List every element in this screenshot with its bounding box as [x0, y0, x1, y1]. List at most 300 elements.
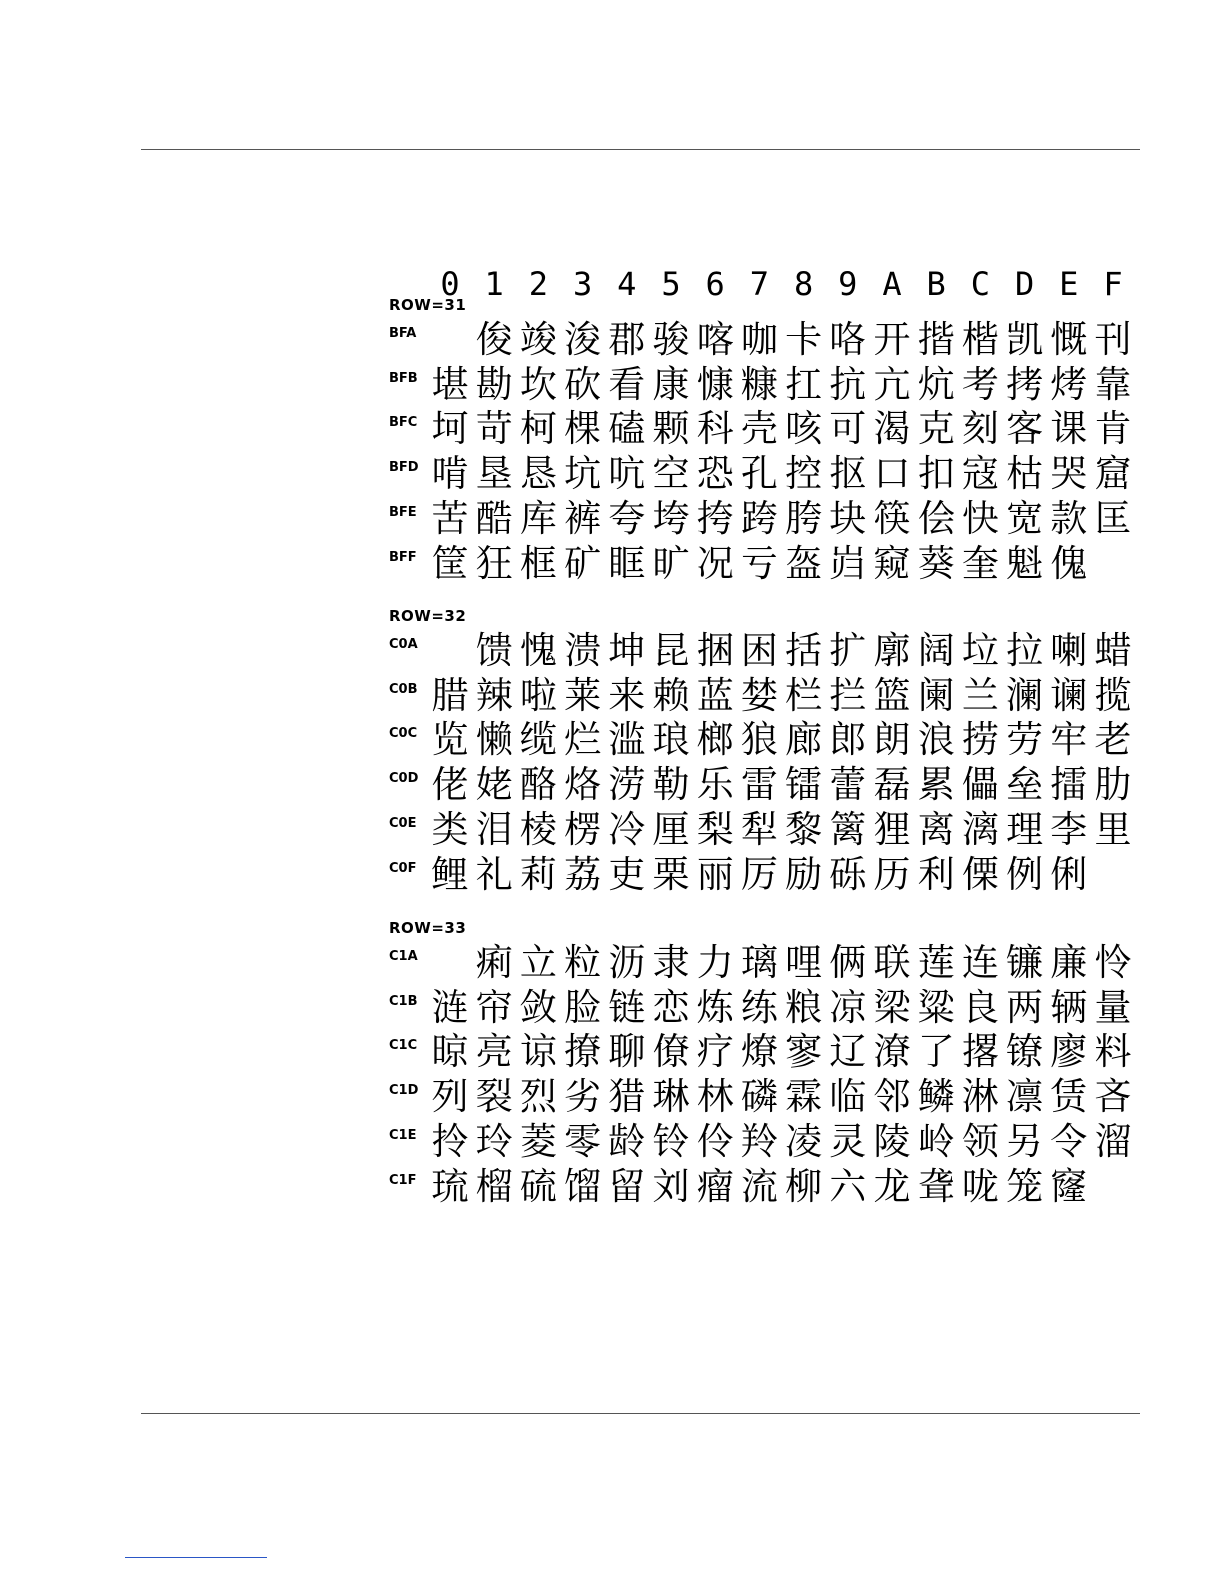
glyph-cell: 潦: [873, 1030, 911, 1074]
glyph-cell: 漓: [961, 807, 999, 851]
glyph-cell: 辣: [475, 673, 513, 717]
glyph-cell: 炕: [917, 362, 955, 406]
glyph-cell: 宽: [1006, 496, 1044, 540]
glyph-cell: 捆: [696, 629, 734, 672]
glyph-cell: 菱: [519, 1119, 557, 1163]
glyph-cell: 篱: [829, 807, 867, 851]
column-header: 1: [484, 265, 504, 303]
glyph-cell: 厘: [652, 807, 690, 851]
glyph-cell: 鲤: [431, 852, 469, 896]
glyph-cell: 厉: [740, 852, 778, 896]
row-code: C0A: [389, 637, 418, 652]
glyph-cell: 僚: [652, 1030, 690, 1074]
glyph-cell: 溜: [1094, 1119, 1132, 1163]
glyph-cell: 炼: [696, 985, 734, 1029]
glyph-cell: 谰: [1050, 673, 1088, 717]
glyph-cell: 傈: [961, 852, 999, 896]
glyph-cell: 丽: [696, 852, 734, 896]
glyph-cell: 坎: [519, 362, 557, 406]
glyph-cell: 玲: [475, 1119, 513, 1163]
footnote-rule: [125, 1557, 267, 1558]
row-code: BFC: [389, 415, 418, 431]
glyph-cell: 刘: [652, 1164, 690, 1208]
row-code: BFF: [389, 549, 417, 565]
glyph-cell: 鳞: [917, 1075, 955, 1119]
glyph-cell: 榴: [475, 1164, 513, 1208]
glyph-cell: 疗: [696, 1030, 734, 1074]
glyph-cell: 矿: [564, 541, 602, 585]
glyph-cell: 励: [785, 852, 823, 896]
glyph-cell: 琅: [652, 718, 690, 762]
glyph-cell: 咙: [961, 1164, 999, 1208]
glyph-cell: 泪: [475, 807, 513, 851]
glyph-cell: 眶: [608, 541, 646, 585]
glyph-cell: 裂: [475, 1075, 513, 1119]
glyph-cell: 阑: [917, 673, 955, 717]
glyph-cell: 吭: [608, 452, 646, 496]
glyph-cell: 镭: [785, 763, 823, 807]
column-header: E: [1059, 265, 1079, 303]
glyph-cell: 羚: [740, 1119, 778, 1163]
column-header: 0: [440, 265, 460, 303]
glyph-cell: 块: [829, 496, 867, 540]
glyph-cell: 吏: [608, 852, 646, 896]
glyph-cell: 雷: [740, 763, 778, 807]
glyph-cell: 廊: [785, 718, 823, 762]
glyph-cell: 蜡: [1094, 629, 1132, 672]
glyph-cell: 犁: [740, 807, 778, 851]
glyph-cell: 黎: [785, 807, 823, 851]
glyph-cell: 了: [917, 1030, 955, 1074]
glyph-cell: 滥: [608, 718, 646, 762]
glyph-cell: 恋: [652, 985, 690, 1029]
glyph-cell: 扛: [785, 362, 823, 406]
glyph-cell: 廓: [873, 629, 911, 672]
glyph-cell: 朗: [873, 718, 911, 762]
glyph-cell: 骏: [652, 318, 690, 361]
glyph-cell: 牢: [1050, 718, 1088, 762]
glyph-cell: 狼: [740, 718, 778, 762]
glyph-cell: 抗: [829, 362, 867, 406]
glyph-cell: 垒: [1006, 763, 1044, 807]
glyph-cell: 力: [696, 941, 734, 984]
glyph-cell: 孔: [740, 452, 778, 496]
glyph-cell: 棱: [519, 807, 557, 851]
glyph-cell: 姥: [475, 763, 513, 807]
glyph-cell: 亮: [475, 1030, 513, 1074]
glyph-cell: 窟: [1094, 452, 1132, 496]
glyph-cell: 咳: [785, 407, 823, 451]
glyph-cell: 痢: [475, 941, 513, 984]
glyph-cell: 梨: [696, 807, 734, 851]
glyph-cell: 阔: [917, 629, 955, 672]
glyph-cell: 酪: [519, 763, 557, 807]
glyph-cell: 理: [1006, 807, 1044, 851]
glyph-cell: 科: [696, 407, 734, 451]
glyph-cell: 肋: [1094, 763, 1132, 807]
row-code: C1C: [389, 1038, 418, 1054]
glyph-cell: 利: [917, 852, 955, 896]
glyph-cell: 侩: [917, 496, 955, 540]
glyph-cell: 客: [1006, 407, 1044, 451]
glyph-cell: 留: [608, 1164, 646, 1208]
glyph-cell: 兰: [961, 673, 999, 717]
glyph-cell: 零: [564, 1119, 602, 1163]
glyph-cell: 燎: [740, 1030, 778, 1074]
glyph-cell: 壳: [740, 407, 778, 451]
glyph-cell: 连: [961, 941, 999, 984]
glyph-cell: 霖: [785, 1075, 823, 1119]
glyph-cell: 陵: [873, 1119, 911, 1163]
glyph-cell: 康: [652, 362, 690, 406]
glyph-cell: 枯: [1006, 452, 1044, 496]
glyph-cell: 璃: [740, 941, 778, 984]
glyph-cell: 晾: [431, 1030, 469, 1074]
glyph-cell: 况: [696, 541, 734, 585]
glyph-cell: 柳: [785, 1164, 823, 1208]
glyph-cell: 开: [873, 318, 911, 361]
glyph-cell: 蓝: [696, 673, 734, 717]
glyph-cell: 瘤: [696, 1164, 734, 1208]
glyph-cell: 龙: [873, 1164, 911, 1208]
column-header: B: [926, 265, 946, 303]
glyph-cell: 伶: [696, 1119, 734, 1163]
column-header: 9: [838, 265, 858, 303]
footer-rule: [141, 1413, 1140, 1414]
row-label: ROW=32: [389, 607, 467, 625]
glyph-cell: 涝: [608, 763, 646, 807]
glyph-cell: 窥: [873, 541, 911, 585]
glyph-cell: 啃: [431, 452, 469, 496]
glyph-cell: 口: [873, 452, 911, 496]
glyph-cell: 楞: [564, 807, 602, 851]
row-code: BFD: [389, 460, 419, 476]
glyph-cell: 累: [917, 763, 955, 807]
glyph-cell: 涟: [431, 985, 469, 1029]
glyph-cell: 寥: [785, 1030, 823, 1074]
glyph-cell: 凉: [829, 985, 867, 1029]
glyph-cell: 俐: [1050, 852, 1088, 896]
glyph-cell: 垮: [652, 496, 690, 540]
glyph-cell: 狸: [873, 807, 911, 851]
glyph-cell: 勘: [475, 362, 513, 406]
column-header: 8: [793, 265, 814, 303]
glyph-cell: 链: [608, 985, 646, 1029]
glyph-cell: 辆: [1050, 985, 1088, 1029]
glyph-cell: 廉: [1050, 941, 1088, 984]
glyph-cell: 六: [829, 1164, 867, 1208]
glyph-cell: 览: [431, 718, 469, 762]
row-code: C1B: [389, 993, 418, 1009]
glyph-cell: 岿: [829, 541, 867, 585]
glyph-cell: 梁: [873, 985, 911, 1029]
glyph-cell: 哭: [1050, 452, 1088, 496]
glyph-cell: 慨: [1050, 318, 1088, 361]
glyph-cell: 澜: [1006, 673, 1044, 717]
glyph-cell: 老: [1094, 718, 1132, 762]
row-code: C0C: [389, 726, 418, 742]
glyph-cell: 两: [1006, 985, 1044, 1029]
glyph-cell: 良: [961, 985, 999, 1029]
glyph-cell: 肯: [1094, 407, 1132, 451]
glyph-cell: 李: [1050, 807, 1088, 851]
glyph-cell: 咖: [740, 318, 778, 361]
glyph-cell: 竣: [519, 318, 557, 361]
glyph-cell: 磷: [740, 1075, 778, 1119]
glyph-cell: 栏: [785, 673, 823, 717]
glyph-cell: 乐: [696, 763, 734, 807]
glyph-cell: 邻: [873, 1075, 911, 1119]
glyph-cell: 擂: [1050, 763, 1088, 807]
column-header: D: [1014, 265, 1035, 303]
glyph-cell: 狂: [475, 541, 513, 585]
glyph-cell: 龄: [608, 1119, 646, 1163]
glyph-cell: 赖: [652, 673, 690, 717]
glyph-cell: 冷: [608, 807, 646, 851]
glyph-cell: 笼: [1006, 1164, 1044, 1208]
glyph-cell: 控: [785, 452, 823, 496]
glyph-cell: 楷: [961, 318, 999, 361]
glyph-cell: 帘: [475, 985, 513, 1029]
glyph-cell: 撂: [961, 1030, 999, 1074]
glyph-cell: 谅: [519, 1030, 557, 1074]
row-label: ROW=31: [389, 296, 467, 314]
glyph-cell: 历: [873, 852, 911, 896]
glyph-cell: 喀: [696, 318, 734, 361]
row-code: BFB: [389, 370, 418, 386]
glyph-cell: 旷: [652, 541, 690, 585]
glyph-cell: 莉: [519, 852, 557, 896]
row-label: ROW=33: [389, 919, 467, 937]
glyph-cell: 克: [917, 407, 955, 451]
glyph-cell: 拎: [431, 1119, 469, 1163]
glyph-cell: 吝: [1094, 1075, 1132, 1119]
glyph-cell: 筷: [873, 496, 911, 540]
glyph-cell: 林: [696, 1075, 734, 1119]
glyph-cell: 渴: [873, 407, 911, 451]
glyph-cell: 愧: [519, 629, 557, 672]
glyph-cell: 类: [431, 807, 469, 851]
glyph-cell: 亢: [873, 362, 911, 406]
glyph-cell: 懒: [475, 718, 513, 762]
glyph-cell: 砾: [829, 852, 867, 896]
glyph-cell: 莲: [917, 941, 955, 984]
glyph-cell: 颗: [652, 407, 690, 451]
glyph-cell: 郡: [608, 318, 646, 361]
glyph-cell: 劳: [1006, 718, 1044, 762]
glyph-cell: 劣: [564, 1075, 602, 1119]
glyph-cell: 烂: [564, 718, 602, 762]
row-code: C1D: [389, 1083, 419, 1099]
column-header: F: [1103, 265, 1123, 303]
glyph-cell: 俊: [475, 318, 513, 361]
glyph-cell: 脸: [564, 985, 602, 1029]
glyph-cell: 砍: [564, 362, 602, 406]
glyph-cell: 立: [519, 941, 557, 984]
glyph-cell: 粒: [564, 941, 602, 984]
row-code: C0B: [389, 681, 418, 697]
glyph-cell: 琉: [431, 1164, 469, 1208]
glyph-cell: 量: [1094, 985, 1132, 1029]
glyph-cell: 榔: [696, 718, 734, 762]
glyph-cell: 淋: [961, 1075, 999, 1119]
glyph-cell: 快: [961, 496, 999, 540]
glyph-cell: 苛: [475, 407, 513, 451]
glyph-cell: 溃: [564, 629, 602, 672]
row-code: BFE: [389, 504, 417, 520]
glyph-cell: 练: [740, 985, 778, 1029]
glyph-cell: 糠: [740, 362, 778, 406]
header-rule: [141, 149, 1140, 150]
glyph-cell: 凌: [785, 1119, 823, 1163]
glyph-cell: 筐: [431, 541, 469, 585]
glyph-cell: 浪: [917, 718, 955, 762]
glyph-cell: 灵: [829, 1119, 867, 1163]
glyph-cell: 葵: [917, 541, 955, 585]
glyph-cell: 匡: [1094, 496, 1132, 540]
glyph-cell: 儡: [961, 763, 999, 807]
glyph-cell: 可: [829, 407, 867, 451]
glyph-cell: 粮: [785, 985, 823, 1029]
glyph-cell: 坷: [431, 407, 469, 451]
glyph-cell: 库: [519, 496, 557, 540]
glyph-cell: 靠: [1094, 362, 1132, 406]
column-header: 2: [528, 265, 549, 303]
glyph-cell: 凛: [1006, 1075, 1044, 1119]
glyph-cell: 傀: [1050, 541, 1088, 585]
glyph-cell: 挎: [696, 496, 734, 540]
glyph-cell: 隶: [652, 941, 690, 984]
glyph-cell: 卡: [785, 318, 823, 361]
glyph-cell: 寇: [961, 452, 999, 496]
glyph-cell: 勒: [652, 763, 690, 807]
glyph-cell: 镣: [1006, 1030, 1044, 1074]
glyph-cell: 亏: [740, 541, 778, 585]
glyph-cell: 铃: [652, 1119, 690, 1163]
glyph-cell: 磕: [608, 407, 646, 451]
glyph-cell: 柯: [519, 407, 557, 451]
row-code: C0F: [389, 860, 417, 876]
glyph-cell: 磊: [873, 763, 911, 807]
glyph-cell: 馈: [475, 629, 513, 672]
glyph-cell: 裤: [564, 496, 602, 540]
column-header: 4: [617, 265, 637, 303]
glyph-cell: 跨: [740, 496, 778, 540]
glyph-cell: 框: [519, 541, 557, 585]
glyph-cell: 夸: [608, 496, 646, 540]
glyph-cell: 慷: [696, 362, 734, 406]
glyph-cell: 沥: [608, 941, 646, 984]
row-code: C1F: [389, 1172, 417, 1188]
glyph-cell: 俩: [829, 941, 867, 984]
glyph-cell: 猎: [608, 1075, 646, 1119]
glyph-cell: 看: [608, 362, 646, 406]
column-header: A: [882, 265, 902, 303]
column-header: 3: [572, 265, 593, 303]
glyph-cell: 扩: [829, 629, 867, 672]
glyph-cell: 廖: [1050, 1030, 1088, 1074]
row-code: C0E: [389, 815, 417, 831]
glyph-cell: 浚: [564, 318, 602, 361]
glyph-cell: 坤: [608, 629, 646, 672]
glyph-cell: 课: [1050, 407, 1088, 451]
glyph-cell: 拷: [1006, 362, 1044, 406]
glyph-cell: 哩: [785, 941, 823, 984]
glyph-cell: 括: [785, 629, 823, 672]
glyph-cell: 例: [1006, 852, 1044, 896]
glyph-cell: 莱: [564, 673, 602, 717]
glyph-cell: 酷: [475, 496, 513, 540]
glyph-cell: 盔: [785, 541, 823, 585]
glyph-cell: 馏: [564, 1164, 602, 1208]
glyph-cell: 蕾: [829, 763, 867, 807]
glyph-cell: 料: [1094, 1030, 1132, 1074]
glyph-cell: 坑: [564, 452, 602, 496]
glyph-cell: 喇: [1050, 629, 1088, 672]
glyph-cell: 恳: [519, 452, 557, 496]
glyph-cell: 刊: [1094, 318, 1132, 361]
column-header: 6: [705, 265, 725, 303]
glyph-cell: 礼: [475, 852, 513, 896]
glyph-cell: 临: [829, 1075, 867, 1119]
glyph-cell: 赁: [1050, 1075, 1088, 1119]
glyph-cell: 篮: [873, 673, 911, 717]
glyph-cell: 敛: [519, 985, 557, 1029]
glyph-cell: 缆: [519, 718, 557, 762]
glyph-cell: 怜: [1094, 941, 1132, 984]
glyph-cell: 啦: [519, 673, 557, 717]
glyph-cell: 魁: [1006, 541, 1044, 585]
glyph-cell: 来: [608, 673, 646, 717]
glyph-cell: 苦: [431, 496, 469, 540]
glyph-cell: 烈: [519, 1075, 557, 1119]
row-code: C1E: [389, 1127, 417, 1143]
row-code: BFA: [389, 326, 417, 341]
row-code: C0D: [389, 771, 419, 787]
glyph-cell: 拉: [1006, 629, 1044, 672]
glyph-cell: 胯: [785, 496, 823, 540]
glyph-cell: 佬: [431, 763, 469, 807]
glyph-cell: 抠: [829, 452, 867, 496]
glyph-cell: 拦: [829, 673, 867, 717]
glyph-cell: 镰: [1006, 941, 1044, 984]
glyph-cell: 令: [1050, 1119, 1088, 1163]
glyph-cell: 捞: [961, 718, 999, 762]
glyph-cell: 烤: [1050, 362, 1088, 406]
glyph-cell: 棵: [564, 407, 602, 451]
glyph-cell: 扣: [917, 452, 955, 496]
glyph-cell: 腊: [431, 673, 469, 717]
glyph-cell: 琳: [652, 1075, 690, 1119]
glyph-cell: 空: [652, 452, 690, 496]
glyph-cell: 聊: [608, 1030, 646, 1074]
glyph-cell: 凯: [1006, 318, 1044, 361]
glyph-cell: 困: [740, 629, 778, 672]
row-code: C1A: [389, 949, 418, 964]
glyph-cell: 栗: [652, 852, 690, 896]
glyph-cell: 烙: [564, 763, 602, 807]
glyph-cell: 垦: [475, 452, 513, 496]
glyph-cell: 考: [961, 362, 999, 406]
glyph-cell: 婪: [740, 673, 778, 717]
glyph-cell: 领: [961, 1119, 999, 1163]
glyph-cell: 款: [1050, 496, 1088, 540]
glyph-cell: 荔: [564, 852, 602, 896]
glyph-cell: 奎: [961, 541, 999, 585]
glyph-cell: 硫: [519, 1164, 557, 1208]
glyph-cell: 堪: [431, 362, 469, 406]
glyph-cell: 流: [740, 1164, 778, 1208]
